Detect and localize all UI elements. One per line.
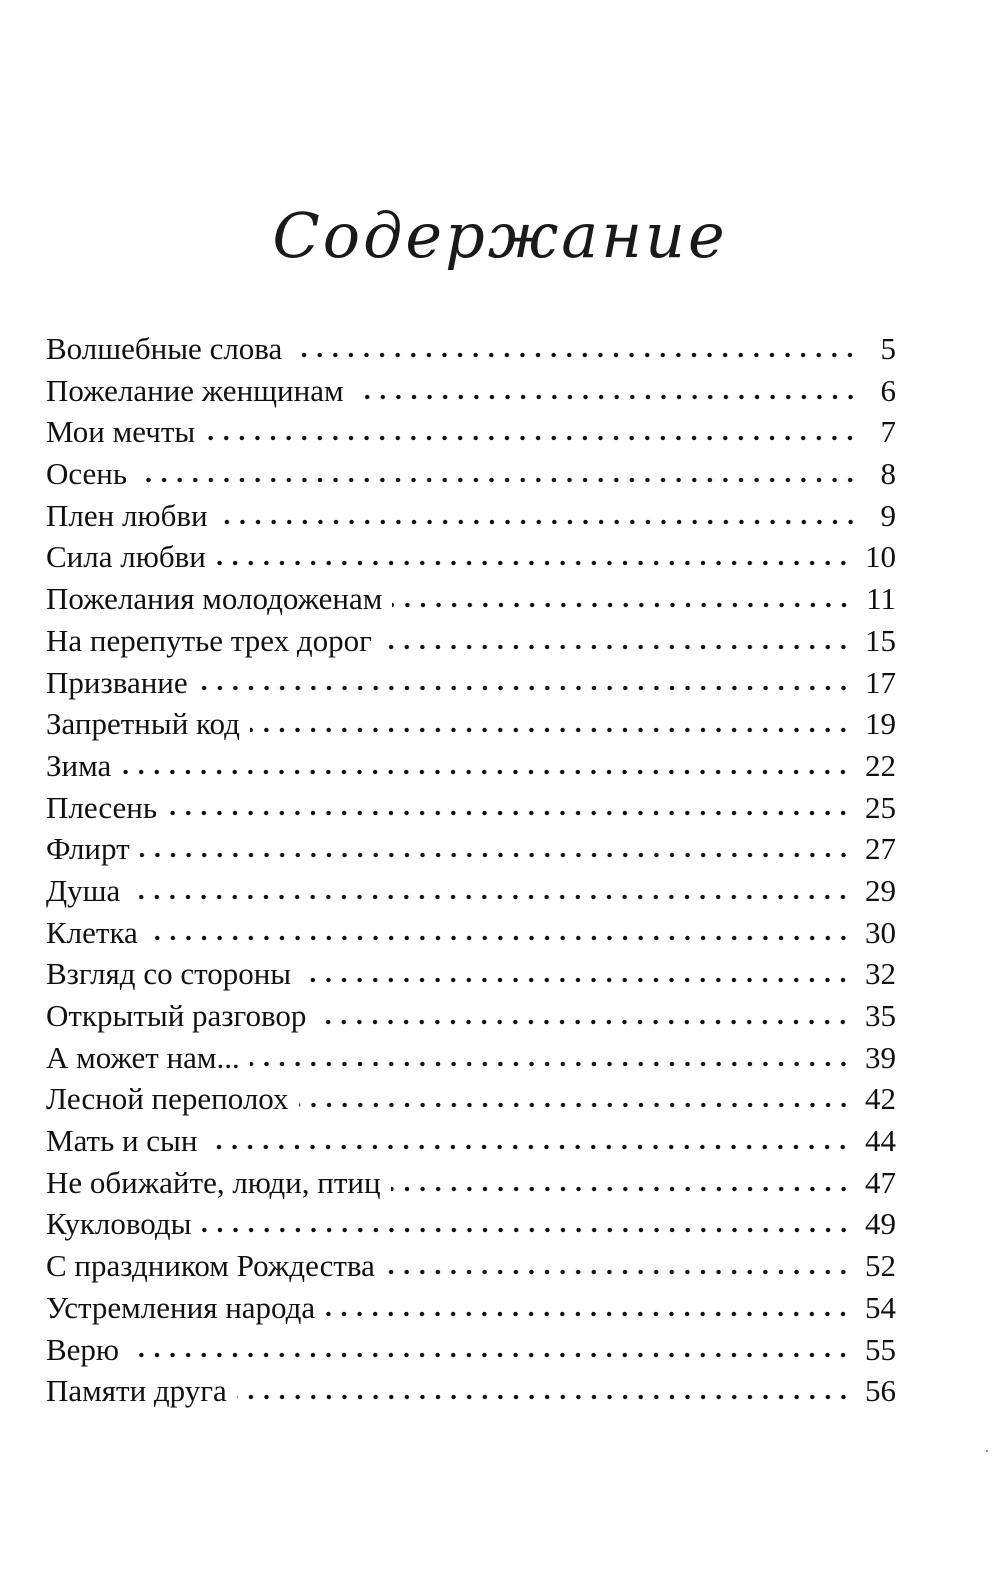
toc-entry-page: 42: [865, 1081, 896, 1117]
toc-entry-page: 39: [865, 1039, 896, 1075]
toc-entry-page: 30: [865, 914, 896, 950]
toc-entry-page: 7: [880, 414, 896, 450]
toc-dot-leader: [140, 850, 851, 860]
toc-dot-leader: [301, 975, 851, 985]
toc-entry-title: Пожелание женщинам: [46, 372, 344, 408]
toc-dot-leader: [385, 1267, 851, 1277]
toc-entry: [46, 453, 896, 495]
toc-dot-leader: [198, 683, 851, 693]
toc-dot-leader: [216, 558, 851, 568]
toc-dot-leader: [292, 350, 858, 360]
toc-entry-page: 47: [865, 1164, 896, 1200]
toc-entry-title: Призвание: [46, 664, 188, 700]
toc-entry-title: Верю: [46, 1331, 120, 1367]
toc-entry-title: Взгляд со стороны: [46, 956, 292, 992]
toc-dot-leader: [205, 433, 858, 443]
toc-entry-page: 15: [865, 622, 896, 658]
toc-entry-page: 9: [880, 497, 896, 533]
toc-entry-page: 17: [865, 664, 896, 700]
toc-entry-title: С праздником Рождества: [46, 1248, 375, 1284]
toc-entry: [46, 411, 896, 453]
toc-entry: [46, 620, 896, 662]
toc-entry-page: 52: [865, 1248, 896, 1284]
toc-entry-title: Душа: [46, 872, 121, 908]
toc-entry-page: 8: [880, 456, 896, 492]
toc-entry: [46, 703, 896, 745]
toc-entry-title: Осень: [46, 456, 128, 492]
toc-dot-leader: [250, 725, 851, 735]
toc-entry-page: 6: [880, 372, 896, 408]
toc-entry-title: Открытый разговор: [46, 998, 307, 1033]
toc-entry-page: 29: [865, 872, 896, 908]
toc-entry: [46, 662, 896, 704]
toc-entry-page: 32: [865, 956, 896, 992]
toc-entry-page: 25: [865, 789, 896, 825]
toc-dot-leader: [354, 392, 858, 402]
toc-entry: [46, 328, 896, 370]
toc-dot-leader: [218, 517, 858, 527]
toc-dot-leader: [148, 933, 851, 943]
toc-entry-title: Не обижайте, люди, птиц: [46, 1164, 381, 1200]
toc-entry: [46, 745, 896, 787]
toc-entry-title: Кукловоды: [46, 1206, 192, 1242]
toc-entry-title: Плен любви: [46, 497, 208, 533]
toc-entry: [46, 578, 896, 620]
toc-entry-title: Зима: [46, 747, 112, 783]
toc-entry: [46, 1078, 896, 1120]
toc-dot-leader: [129, 1350, 851, 1360]
scan-speck: [986, 1450, 988, 1452]
toc-entry: [46, 1329, 896, 1371]
toc-entry-title: Пожелания молодоженам: [46, 581, 383, 617]
toc-entry-title: Плесень: [46, 789, 158, 825]
toc-entry-title: Лесной переполох: [46, 1081, 289, 1117]
toc-entry: [46, 495, 896, 537]
toc-entry: [46, 1203, 896, 1245]
toc-entry-page: 22: [865, 747, 896, 783]
toc-entry-page: 10: [865, 539, 896, 575]
toc-dot-leader: [392, 600, 852, 610]
toc-entry-title: Запретный код: [46, 706, 240, 742]
toc-dot-leader: [250, 1059, 851, 1069]
toc-dot-leader: [382, 642, 851, 652]
toc-dot-leader: [207, 1142, 851, 1152]
toc-dot-leader: [130, 892, 851, 902]
toc-dot-leader: [316, 1017, 851, 1027]
toc-dot-leader: [391, 1184, 851, 1194]
toc-entry: [46, 536, 896, 578]
toc-entry: [46, 995, 896, 1037]
toc-entry: [46, 370, 896, 412]
toc-entry: [46, 828, 896, 870]
toc-entry: [46, 1037, 896, 1079]
toc-entry-page: 11: [866, 581, 896, 617]
toc-entry: [46, 787, 896, 829]
toc-entry-title: Флирт: [46, 831, 130, 867]
toc-dot-leader: [137, 475, 858, 485]
toc-dot-leader: [237, 1392, 851, 1402]
toc-entry-title: Клетка: [46, 914, 138, 950]
toc-entry: [46, 1162, 896, 1204]
toc-dot-leader: [202, 1225, 851, 1235]
toc-entry: [46, 912, 896, 954]
toc-entry-title: Мать и сын: [46, 1123, 198, 1159]
toc-entry-page: 54: [865, 1289, 896, 1325]
toc-entry-page: 44: [865, 1123, 896, 1159]
toc-entry: [46, 870, 896, 912]
toc-entry: [46, 1287, 896, 1329]
toc-entry-page: 5: [880, 331, 896, 366]
toc-entry: [46, 1120, 896, 1162]
toc-dot-leader: [325, 1309, 851, 1319]
toc-entry-title: А может нам...: [46, 1039, 240, 1075]
toc-dot-leader: [121, 767, 851, 777]
toc-entry-title: Памяти друга: [46, 1373, 227, 1409]
toc-entry-page: 55: [865, 1331, 896, 1367]
toc-entry-title: Волшебные слова: [46, 331, 283, 366]
toc-entry-page: 49: [865, 1206, 896, 1242]
toc-entry-title: Мои мечты: [46, 414, 196, 450]
toc-dot-leader: [299, 1100, 851, 1110]
toc-entry: [46, 1370, 896, 1412]
toc-entry: [46, 953, 896, 995]
toc-dot-leader: [167, 808, 851, 818]
toc-entry-page: 19: [865, 706, 896, 742]
toc-entry-title: Сила любви: [46, 539, 206, 575]
toc-entry-page: 56: [865, 1373, 896, 1409]
page-title: Содержание: [272, 199, 728, 272]
toc-entry-page: 35: [865, 998, 896, 1033]
toc-entry-page: 27: [865, 831, 896, 867]
toc-entry-title: Устремления народа: [46, 1289, 316, 1325]
table-of-contents: [46, 328, 896, 1412]
toc-entry: [46, 1245, 896, 1287]
toc-entry-title: На перепутье трех дорог: [46, 622, 372, 658]
